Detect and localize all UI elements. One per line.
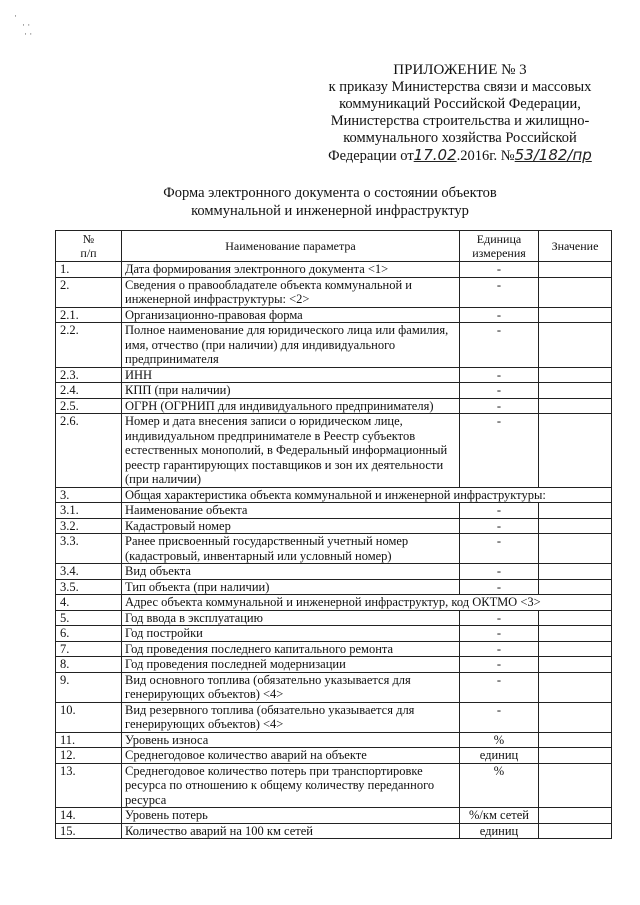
row-number: 12. xyxy=(56,748,122,764)
row-unit: - xyxy=(460,657,539,673)
speck: · · xyxy=(22,20,31,30)
header-unit: Единица измерения xyxy=(460,231,539,262)
header-order-line xyxy=(300,147,620,165)
row-parameter-name: Ранее присвоенный государственный учетный номер (кадастровый, инвентарный или условный номер) xyxy=(122,534,460,564)
row-parameter-name: Дата формирования электронного документа <1> xyxy=(122,262,460,278)
row-parameter-name: Номер и дата внесения записи о юридическом лице, индивидуальном предпринимателе в Реестр субъектов естественных монополий, в Федеральный информационный реестр гарантирующих поставщиков и зон их деятельности (при наличии) xyxy=(122,414,460,488)
table-row xyxy=(56,398,612,414)
row-parameter-name: Год проведения последней модернизации xyxy=(122,657,460,673)
row-value-cell xyxy=(539,518,612,534)
table-body xyxy=(56,262,612,839)
row-unit: - xyxy=(460,626,539,642)
row-number: 2.6. xyxy=(56,414,122,488)
row-value-cell xyxy=(539,534,612,564)
row-number: 3.2. xyxy=(56,518,122,534)
speck: · · xyxy=(24,29,33,39)
table-row xyxy=(56,307,612,323)
row-value-cell xyxy=(539,579,612,595)
row-value-cell xyxy=(539,262,612,278)
row-parameter-name: Организационно-правовая форма xyxy=(122,307,460,323)
row-unit: - xyxy=(460,367,539,383)
appendix-header xyxy=(300,62,620,165)
row-number: 3. xyxy=(56,487,122,503)
table-row xyxy=(56,487,612,503)
row-parameter-name: КПП (при наличии) xyxy=(122,383,460,399)
row-parameter-name: Уровень потерь xyxy=(122,808,460,824)
appendix-title: ПРИЛОЖЕНИЕ № 3 xyxy=(393,62,527,78)
row-parameter-name: Сведения о правообладателе объекта коммунальной и инженерной инфраструктуры: <2> xyxy=(122,277,460,307)
row-value-cell xyxy=(539,808,612,824)
row-unit: - xyxy=(460,383,539,399)
header-line: к приказу Министерства связи и массовых xyxy=(328,79,592,95)
row-parameter-name: Уровень износа xyxy=(122,732,460,748)
row-parameter-name: Адрес объекта коммунальной и инженерной инфраструктур, код ОКТМО <3> xyxy=(122,595,612,611)
row-number: 3.3. xyxy=(56,534,122,564)
row-unit: - xyxy=(460,503,539,519)
table-row xyxy=(56,823,612,839)
row-value-cell xyxy=(539,564,612,580)
row-value-cell xyxy=(539,414,612,488)
row-number: 6. xyxy=(56,626,122,642)
table-row xyxy=(56,579,612,595)
table-row xyxy=(56,534,612,564)
row-value-cell xyxy=(539,503,612,519)
row-number: 9. xyxy=(56,672,122,702)
row-parameter-name: Наименование объекта xyxy=(122,503,460,519)
row-unit: - xyxy=(460,610,539,626)
row-parameter-name: Кадастровый номер xyxy=(122,518,460,534)
table-row xyxy=(56,610,612,626)
row-unit: единиц xyxy=(460,823,539,839)
row-unit: - xyxy=(460,277,539,307)
row-value-cell xyxy=(539,367,612,383)
row-number: 2.4. xyxy=(56,383,122,399)
row-value-cell xyxy=(539,277,612,307)
row-value-cell xyxy=(539,732,612,748)
row-parameter-name: Среднегодовое количество аварий на объекте xyxy=(122,748,460,764)
row-unit: - xyxy=(460,323,539,368)
row-value-cell xyxy=(539,657,612,673)
row-number: 5. xyxy=(56,610,122,626)
order-year: .2016 xyxy=(456,148,490,164)
table-row xyxy=(56,414,612,488)
table-row xyxy=(56,626,612,642)
header-num: № п/п xyxy=(56,231,122,262)
table-row xyxy=(56,808,612,824)
table-row xyxy=(56,702,612,732)
row-number: 7. xyxy=(56,641,122,657)
row-parameter-name: Год ввода в эксплуатацию xyxy=(122,610,460,626)
row-value-cell xyxy=(539,307,612,323)
row-number: 3.1. xyxy=(56,503,122,519)
order-number-handwritten: 53/182/пр xyxy=(514,146,592,164)
row-parameter-name: ИНН xyxy=(122,367,460,383)
row-number: 2. xyxy=(56,277,122,307)
row-number: 4. xyxy=(56,595,122,611)
order-number-label: г. № xyxy=(489,148,515,164)
table-row xyxy=(56,383,612,399)
row-unit: - xyxy=(460,518,539,534)
table-row xyxy=(56,564,612,580)
row-unit: % xyxy=(460,732,539,748)
header-value: Значение xyxy=(539,231,612,262)
row-value-cell xyxy=(539,748,612,764)
row-parameter-name: Вид основного топлива (обязательно указывается для генерирующих объектов) <4> xyxy=(122,672,460,702)
row-number: 2.1. xyxy=(56,307,122,323)
row-unit: - xyxy=(460,307,539,323)
table-row xyxy=(56,367,612,383)
row-number: 2.3. xyxy=(56,367,122,383)
row-value-cell xyxy=(539,641,612,657)
row-number: 15. xyxy=(56,823,122,839)
row-value-cell xyxy=(539,763,612,808)
row-value-cell xyxy=(539,398,612,414)
parameters-table xyxy=(55,230,612,839)
table-row xyxy=(56,323,612,368)
row-value-cell xyxy=(539,323,612,368)
form-title-line: Форма электронного документа о состоянии объектов xyxy=(163,185,497,201)
header-line: коммунального хозяйства Российской xyxy=(343,130,577,146)
row-unit: единиц xyxy=(460,748,539,764)
row-unit: - xyxy=(460,641,539,657)
table-row xyxy=(56,277,612,307)
row-unit: - xyxy=(460,262,539,278)
row-number: 1. xyxy=(56,262,122,278)
row-number: 3.5. xyxy=(56,579,122,595)
form-title-line: коммунальной и инженерной инфраструктур xyxy=(191,203,469,219)
row-number: 2.2. xyxy=(56,323,122,368)
row-number: 14. xyxy=(56,808,122,824)
row-number: 3.4. xyxy=(56,564,122,580)
row-number: 10. xyxy=(56,702,122,732)
row-unit: %/км сетей xyxy=(460,808,539,824)
table-row xyxy=(56,518,612,534)
row-unit: - xyxy=(460,564,539,580)
table-row xyxy=(56,503,612,519)
table-row xyxy=(56,641,612,657)
table-row xyxy=(56,748,612,764)
row-number: 2.5. xyxy=(56,398,122,414)
row-unit: - xyxy=(460,398,539,414)
row-parameter-name: Количество аварий на 100 км сетей xyxy=(122,823,460,839)
row-parameter-name: Год постройки xyxy=(122,626,460,642)
table-row xyxy=(56,595,612,611)
scan-specks xyxy=(14,12,32,39)
row-value-cell xyxy=(539,702,612,732)
row-parameter-name: ОГРН (ОГРНИП для индивидуального предпринимателя) xyxy=(122,398,460,414)
row-parameter-name: Среднегодовое количество потерь при транспортировке ресурса по отношению к общему количеству переданного ресурса xyxy=(122,763,460,808)
row-parameter-name: Год проведения последнего капитального ремонта xyxy=(122,641,460,657)
row-unit: % xyxy=(460,763,539,808)
row-value-cell xyxy=(539,610,612,626)
order-prefix: Федерации от xyxy=(328,148,414,164)
row-number: 11. xyxy=(56,732,122,748)
table-row xyxy=(56,672,612,702)
table-row xyxy=(56,763,612,808)
speck: · xyxy=(14,11,17,21)
row-unit: - xyxy=(460,534,539,564)
row-number: 8. xyxy=(56,657,122,673)
header-name: Наименование параметра xyxy=(122,231,460,262)
form-title xyxy=(120,184,540,220)
row-parameter-name: Общая характеристика объекта коммунальной и инженерной инфраструктуры: xyxy=(122,487,612,503)
order-date-handwritten: 17.02 xyxy=(413,146,457,164)
row-value-cell xyxy=(539,823,612,839)
row-unit: - xyxy=(460,672,539,702)
row-parameter-name: Вид резервного топлива (обязательно указывается для генерирующих объектов) <4> xyxy=(122,702,460,732)
row-parameter-name: Вид объекта xyxy=(122,564,460,580)
header-line: Министерства строительства и жилищно- xyxy=(330,113,590,129)
row-value-cell xyxy=(539,626,612,642)
row-parameter-name: Полное наименование для юридического лица или фамилия, имя, отчество (при наличии) для индивидуального предпринимателя xyxy=(122,323,460,368)
header-line: коммуникаций Российской Федерации, xyxy=(339,96,581,112)
table-row xyxy=(56,657,612,673)
row-parameter-name: Тип объекта (при наличии) xyxy=(122,579,460,595)
table-row xyxy=(56,732,612,748)
row-value-cell xyxy=(539,672,612,702)
row-number: 13. xyxy=(56,763,122,808)
row-value-cell xyxy=(539,383,612,399)
row-unit: - xyxy=(460,579,539,595)
row-unit: - xyxy=(460,414,539,488)
table-header-row xyxy=(56,231,612,262)
table-row xyxy=(56,262,612,278)
row-unit: - xyxy=(460,702,539,732)
